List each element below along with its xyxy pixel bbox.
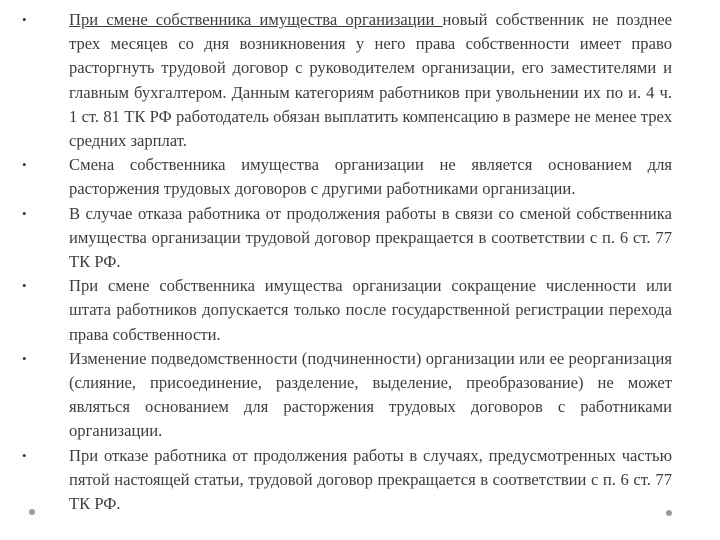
bullet-icon: • xyxy=(22,12,27,27)
decorative-circle-right xyxy=(666,510,672,516)
bullet-item-reorganization xyxy=(22,347,672,444)
bullet-text: При смене собственника имущества организации сокращение численности или штата работников допускается только после государственной регистрации перехода права собственности. xyxy=(69,276,672,344)
bullet-text: новый собственник не позднее трех месяцев со дня возникновения у него права собственности имеет право расторгнуть трудовой договор с руководителем организации, его заместителями и главным бухгалтером. Данным категориям работников при увольнении их по и. 4 ч. 1 ст. 81 ТК РФ работодатель обязан выплатить компенсацию в размере не менее трех средних зарплат. xyxy=(69,10,672,151)
bullet-item-refusal xyxy=(22,202,672,275)
bullet-icon: • xyxy=(22,157,27,173)
bullet-text: Изменение подведомственности (подчиненности) организации или ее реорганизация (слияние, присоединение, разделение, выделение, преобразование) не может являться основанием для расторжения трудовых договоров с работниками организации. xyxy=(69,348,672,441)
bullet-text: В случае отказа работника от продолжения работы в связи со сменой собственника имущества организации трудовой договор прекращается в соответствии с п. 6 ст. 77 ТК РФ. xyxy=(69,203,672,272)
bullet-item-refusal-cases xyxy=(22,444,672,517)
bullet-icon: • xyxy=(22,350,27,366)
bullet-text: Смена собственника имущества организации не является основанием для расторжения трудовых договоров с другими работниками организации. xyxy=(69,155,672,199)
bullet-list xyxy=(22,8,672,516)
bullet-icon: • xyxy=(22,278,27,294)
decorative-circle-left xyxy=(29,509,35,515)
bullet-text: При отказе работника от продолжения работы в случаях, предусмотренных частью пятой настоящей статьи, трудовой договор прекращается в соответствии с п. 6 ст. 77 ТК РФ. xyxy=(69,445,672,514)
bullet-item-owner-change xyxy=(22,8,672,153)
bullet-lead-underlined: При смене собственника имущества организации xyxy=(69,10,443,29)
bullet-item-no-grounds xyxy=(22,153,672,201)
bullet-item-staff-reduction xyxy=(22,274,672,347)
bullet-icon: • xyxy=(22,205,27,221)
bullet-icon: • xyxy=(22,447,27,463)
